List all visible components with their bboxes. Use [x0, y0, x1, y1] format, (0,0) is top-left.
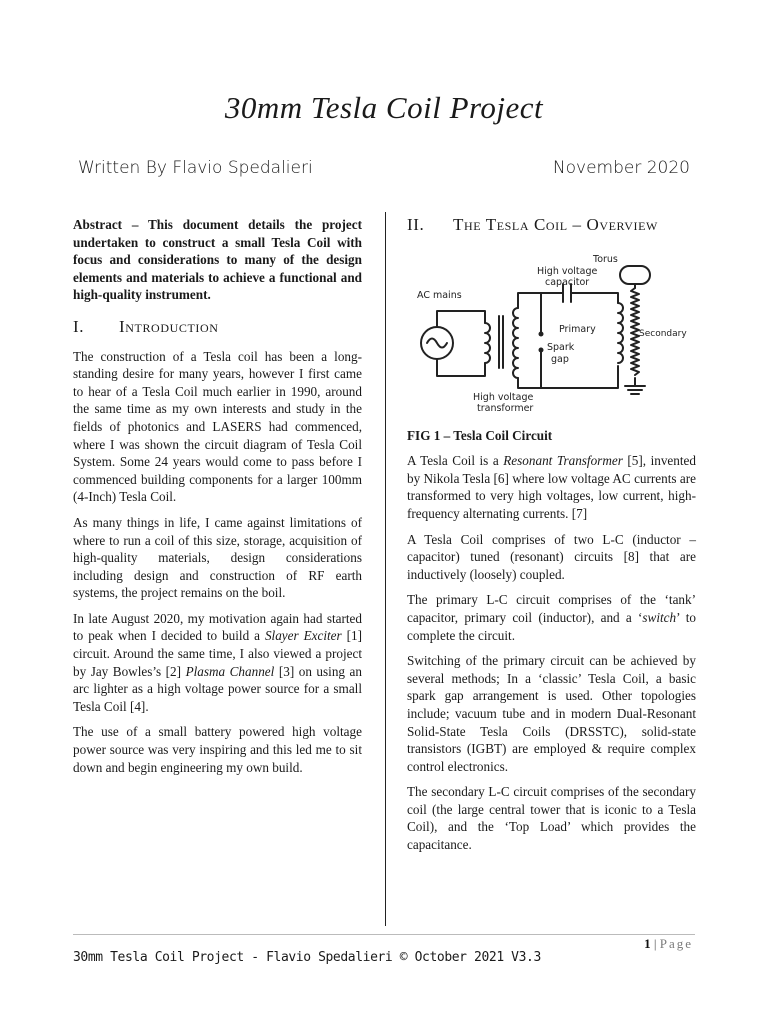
spark-gap-electrode — [539, 331, 544, 336]
byline — [78, 158, 690, 178]
italic-run: Resonant Transformer — [503, 453, 623, 469]
document-date: November 2020 — [552, 158, 690, 178]
text-run: In late August 2020, my motivation again had started to peak when I decided to build a — [73, 610, 362, 644]
label-spark-gap: Spark — [547, 341, 575, 353]
intro-paragraph-3 — [73, 610, 362, 716]
ac-wave — [427, 338, 447, 347]
label-torus: Torus — [593, 253, 618, 265]
intro-paragraph-1: The construction of a Tesla coil has been a long-standing desire for many years, however I first came to hear of a Tesla Coil much earlier in 1990, around the same time as my own interests and study in the fields of photonics and LASERS had commenced, where I was shown the circuit diagram of Tesla Coil System. Some 24 years would come to pass before I commenced building components for a larger 100mm (4-Inch) Tesla Coil. — [73, 348, 362, 505]
transformer-primary-winding — [485, 323, 490, 363]
label-secondary: Secondary — [639, 328, 687, 339]
figure-caption: FIG 1 – Tesla Coil Circuit — [407, 427, 553, 443]
spark-gap-electrode — [539, 347, 544, 352]
overview-paragraph-5: The secondary L-C circuit comprises of the secondary coil (the large central tower that is iconic to a Tesla Coil), and the ‘Top Load’ which provides the capacitance. — [407, 784, 696, 853]
torus-symbol — [620, 266, 650, 284]
document-title: 30mm Tesla Coil Project — [224, 90, 544, 125]
tesla-coil-circuit-diagram — [413, 248, 687, 414]
overview-paragraph-2: A Tesla Coil comprises of two L-C (inductor – capacitor) tuned (resonant) circuits [8] that are inductively (loosely) coupled. — [407, 531, 696, 582]
transformer-core — [499, 316, 503, 368]
page-number — [644, 936, 693, 952]
italic-run: Slayer Exciter — [264, 628, 342, 644]
footer-text: 30mm Tesla Coil Project - Flavio Spedalieri © October 2021 V3.3 — [73, 950, 541, 965]
ground-symbol — [625, 386, 645, 394]
transformer-secondary-winding — [513, 308, 518, 378]
section-title: The Tesla Coil – Overview — [453, 215, 658, 234]
footer-rule — [73, 934, 695, 935]
left-column — [73, 216, 362, 784]
label-hv-capacitor: capacitor — [545, 276, 590, 288]
secondary-coil — [631, 288, 639, 375]
intro-paragraph-2: As many things in life, I came against limitations of where to run a coil of this size, storage, acquisition of high-quality materials, design considerations including design and construction of RF earth systems, the project remains on the boil. — [73, 514, 362, 601]
overview-paragraph-3 — [407, 591, 696, 644]
text-run: [5], invented by Nikola Tesla [6] where low voltage AC currents are transformed to very high voltages, low current, high-frequency alternating currents. [7] — [407, 453, 696, 521]
text-run: A Tesla Coil is a — [407, 453, 504, 469]
text-run: [3] on using an arc lighter as a high voltage power source for a small Tesla Coil [4]. — [73, 663, 362, 714]
section-heading-introduction — [73, 318, 362, 336]
page-number-value: 1 — [644, 936, 651, 951]
column-divider — [385, 212, 386, 926]
label-hv-capacitor: High voltage — [537, 265, 598, 277]
hv-top-wires — [518, 293, 618, 308]
italic-run: switch — [642, 609, 677, 625]
primary-coil — [618, 303, 623, 363]
page-label: Page — [659, 936, 693, 951]
section-number: II. — [407, 215, 425, 234]
label-primary: Primary — [559, 323, 596, 335]
section-heading-overview — [407, 216, 696, 234]
ac-wires — [437, 311, 485, 376]
page-separator: | — [650, 936, 660, 951]
text-run: ’ to complete the circuit. — [407, 609, 697, 643]
label-hv-transformer: High voltage — [473, 391, 534, 403]
abstract: Abstract – This document details the project undertaken to construct a small Tesla Coil with focus and considerations to many of the design elements and materials to achieve a functional and high-quality instrument. — [73, 217, 362, 303]
section-number: I. — [73, 316, 85, 336]
text-run: [1] circuit. Around the same time, I also viewed a project by Jay Bowles’s [2] — [73, 628, 362, 679]
section-title: Introduction — [119, 316, 219, 336]
right-column — [407, 216, 696, 862]
intro-paragraph-4: The use of a small battery powered high voltage power source was very inspiring and this led me to sit down and begin engineering my own build. — [73, 724, 362, 775]
overview-paragraph-1 — [407, 452, 696, 522]
label-hv-transformer: transformer — [477, 402, 534, 414]
text-run: The primary L-C circuit comprises of the ‘tank’ capacitor, primary coil (inductor), and a ‘ — [407, 592, 696, 625]
hv-bottom-wires — [518, 366, 618, 388]
label-ac-mains: AC mains — [417, 289, 462, 301]
overview-paragraph-4: Switching of the primary circuit can be achieved by several methods; In a ‘classic’ Tesla Coil, a basic spark gap arrangement is used. Other topologies include; vacuum tube and in modern Dual-Resonant Solid-State Tesla Coils (DRSSTC), solid-state transistors (IGBT) are employed & require complex control electronics. — [407, 653, 696, 774]
label-spark-gap: gap — [551, 353, 569, 365]
italic-run: Plasma Channel — [185, 663, 275, 679]
author-line: Written By Flavio Spedalieri — [78, 158, 313, 178]
